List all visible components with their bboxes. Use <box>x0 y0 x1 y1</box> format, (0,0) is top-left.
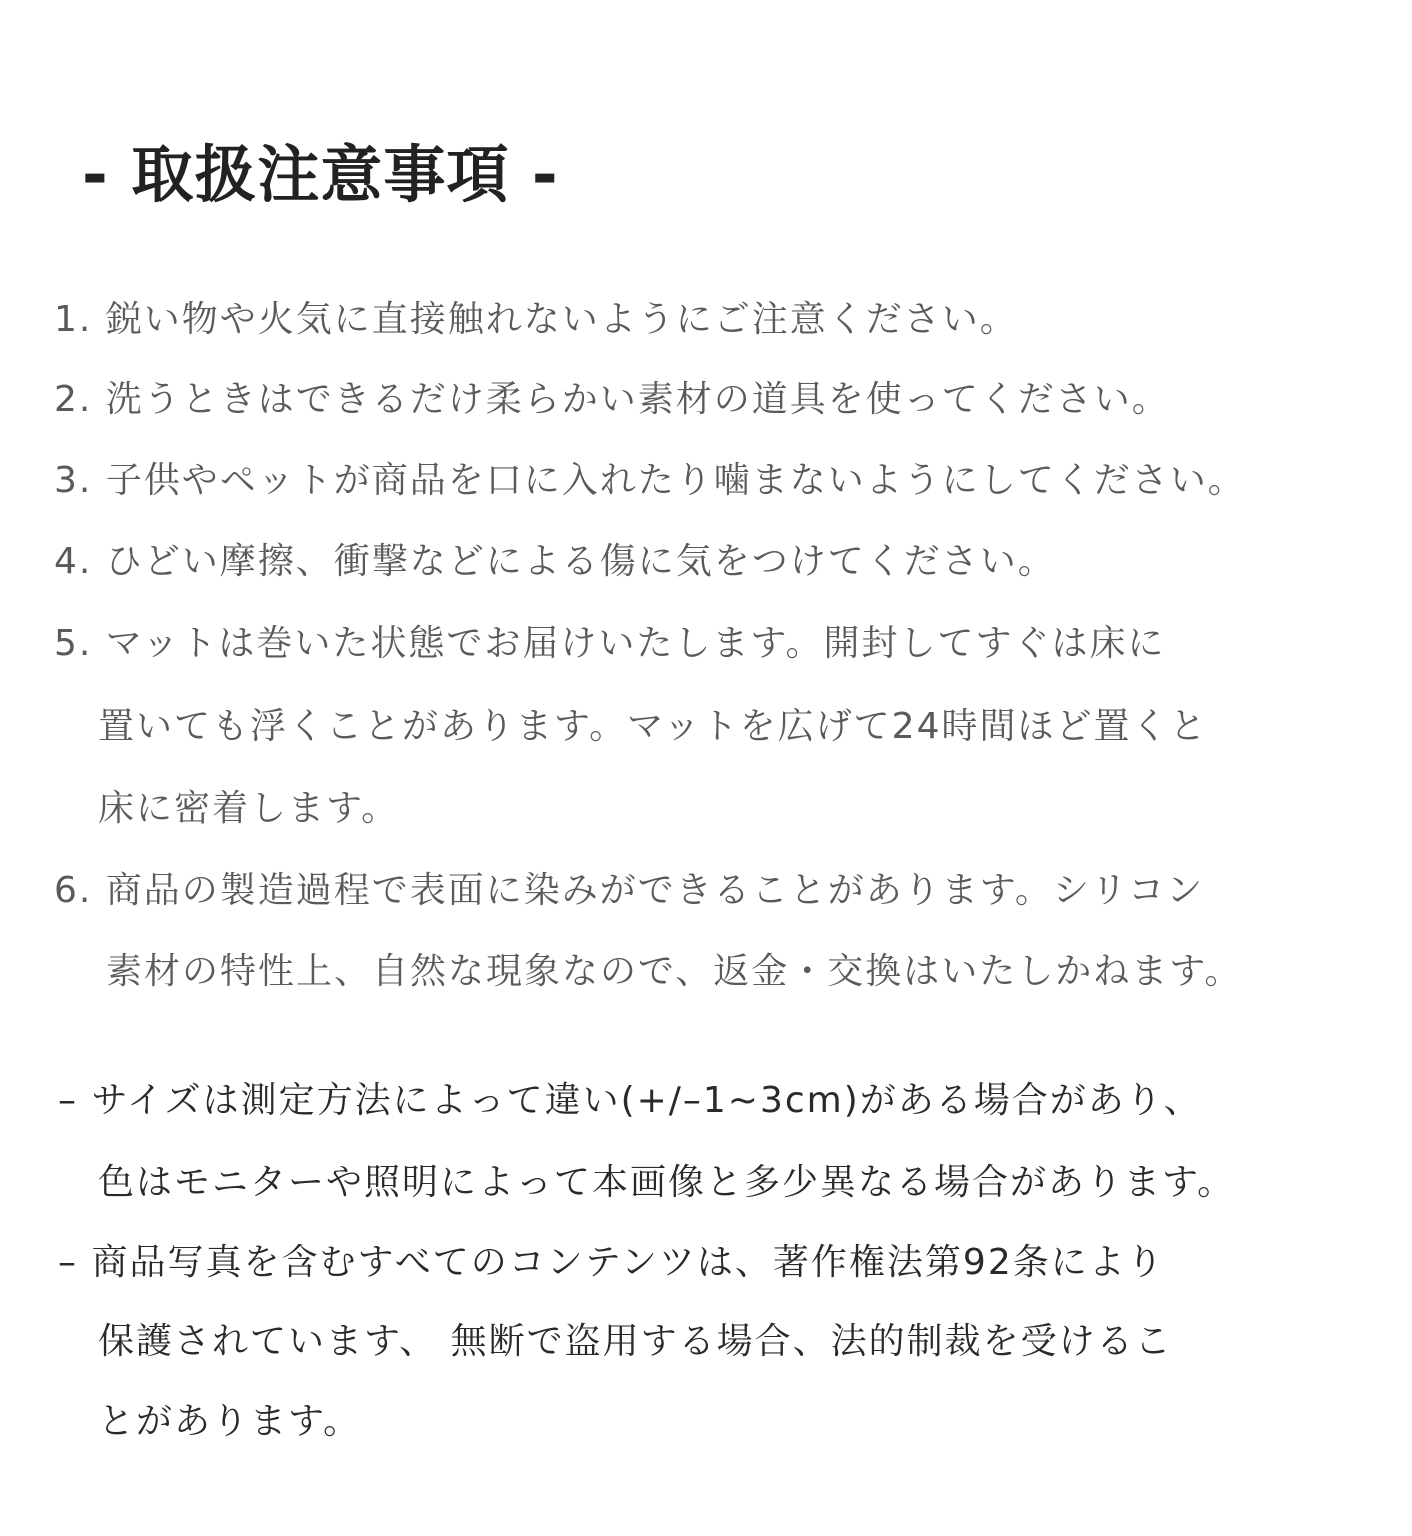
disclaimer-copyright-line: – 商品写真を含むすべてのコンテンツは、著作権法第92条により <box>58 1242 1165 1283</box>
note-line-2: 2. 洗うときはできるだけ柔らかい素材の道具を使ってください。 <box>54 379 1170 420</box>
note-line-5: 5. マットは巻いた状態でお届けいたします。開封してすぐは床に <box>54 623 1166 664</box>
note-line-3: 3. 子供やペットが商品を口に入れたり噛まないようにしてください。 <box>54 460 1246 501</box>
disclaimer-color-line: 色はモニターや照明によって本画像と多少異なる場合があります。 <box>98 1162 1236 1203</box>
page-title: - 取扱注意事項 - <box>82 138 559 211</box>
note-line-6-cont: 素材の特性上、自然な現象なので、返金・交換はいたしかねます。 <box>106 951 1243 992</box>
disclaimer-copyright-cont-1: 保護されています、 無断で盗用する場合、法的制裁を受けるこ <box>98 1321 1173 1362</box>
disclaimer-copyright-cont-2: とがあります。 <box>98 1401 362 1442</box>
note-line-5-cont-2: 床に密着します。 <box>98 788 400 829</box>
note-line-4: 4. ひどい摩擦、衝撃などによる傷に気をつけてください。 <box>54 541 1056 582</box>
note-line-6: 6. 商品の製造過程で表面に染みができることがあります。シリコン <box>54 870 1205 911</box>
disclaimer-size-line: – サイズは測定方法によって違い(+/–1~3cm)がある場合があり、 <box>58 1080 1202 1121</box>
note-line-5-cont-1: 置いても浮くことがあります。マットを広げて24時間ほど置くと <box>98 706 1208 747</box>
note-line-1: 1. 鋭い物や火気に直接触れないようにご注意ください。 <box>54 299 1018 340</box>
